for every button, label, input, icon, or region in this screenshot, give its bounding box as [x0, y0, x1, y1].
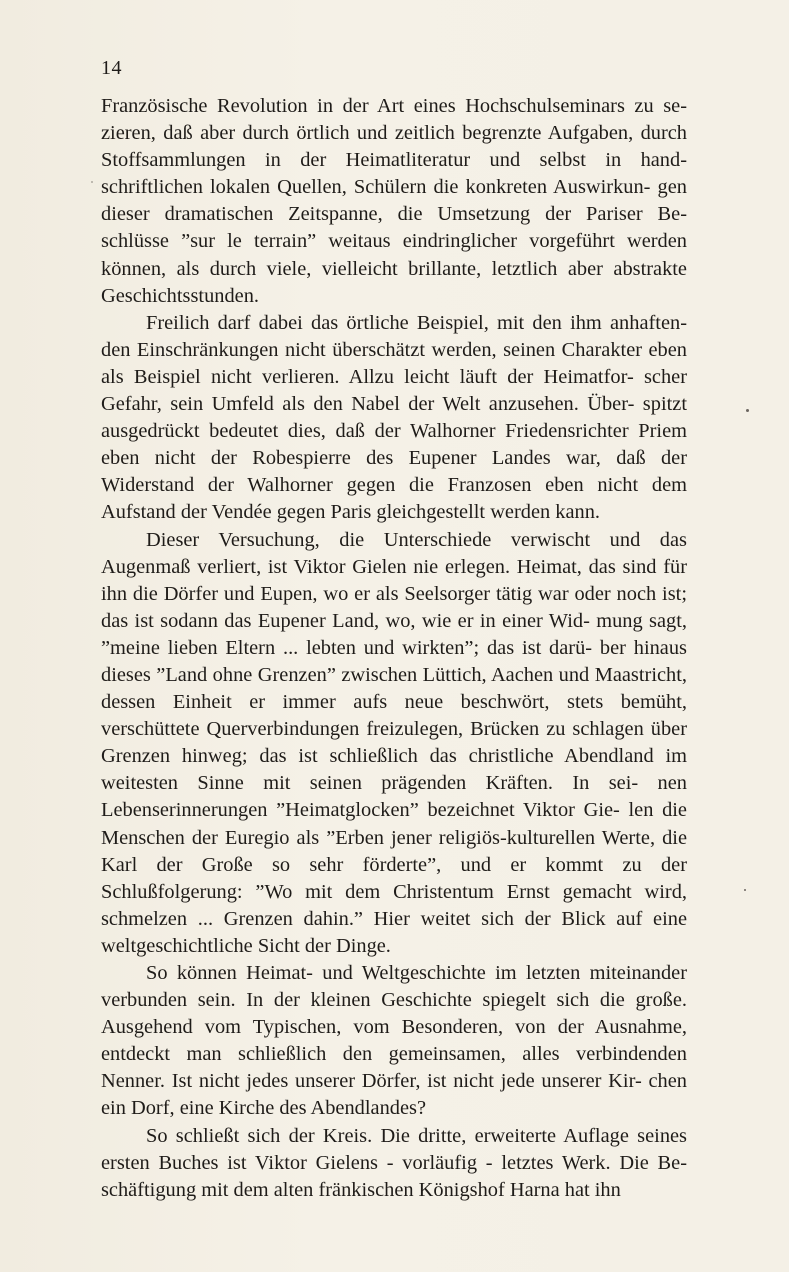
paragraph-3: Dieser Versuchung, die Unterschiede verwischt und das Augenmaß verliert, ist Viktor Gielen nie erlegen. Heimat, das sind für ihn die Dörfer und Eupen, wo er als Seelsorger tätig war oder noch ist; das ist sodann das Eupener Land, wo, wie er in einer Wid- mung sagt, ”meine lieben Eltern ... lebten und wirkten”; das ist darü- ber hinaus dieses ”Land ohne Grenzen” zwischen Lüttich, Aachen und Maastricht, dessen Einheit er immer aufs neue beschwört, stets bemüht, verschüttete Querverbindungen freizulegen, Brücken zu schlagen über Grenzen hinweg; das ist schließlich das christliche Abendland im weitesten Sinne mit seinen prägenden Kräften. In sei- nen Lebenserinnerungen ”Heimatglocken” bezeichnet Viktor Gie- len die Menschen der Euregio als ”Erben jener religiös-kulturellen Werte, die Karl der Große so sehr förderte”, und er kommt zu der Schlußfolgerung: ”Wo mit dem Christentum Ernst gemacht wird, schmelzen ... Grenzen dahin.” Hier weitet sich der Blick auf eine weltgeschichtliche Sicht der Dinge.: [101, 528, 687, 957]
paragraph-5: So schließt sich der Kreis. Die dritte, erweiterte Auflage seines ersten Buches ist Viktor Gielens - vorläufig - letztes Werk. Die Be- schäftigung mit dem alten fränkischen Königshof Harna hat ihn: [101, 1124, 687, 1201]
page-number: 14: [101, 57, 122, 79]
paper-speck: [91, 181, 93, 183]
paragraph-4: So können Heimat- und Weltgeschichte im letzten miteinander verbunden sein. In der kleinen Geschichte spiegelt sich die große. Ausgehend vom Typischen, vom Besonderen, von der Ausnahme, entdeckt man schließlich den gemeinsamen, alles verbindenden Nenner. Ist nicht jedes unserer Dörfer, ist nicht jede unserer Kir- chen ein Dorf, eine Kirche des Abendlandes?: [101, 962, 687, 1120]
paper-speck: [744, 889, 746, 891]
paper-speck: [746, 409, 749, 412]
body-text: [101, 93, 687, 1204]
paragraph-2: Freilich darf dabei das örtliche Beispiel, mit den ihm anhaften- den Einschränkungen nicht überschätzt werden, seinen Charakter eben als Beispiel nicht verlieren. Allzu leicht läuft der Heimatfor- scher Gefahr, sein Umfeld als den Nabel der Welt anzusehen. Über- spitzt ausgedrückt bedeutet dies, daß der Walhorner Friedensrichter Priem eben nicht der Robespierre des Eupener Landes war, daß der Widerstand der Walhorner gegen die Franzosen eben nicht dem Aufstand der Vendée gegen Paris gleichgestellt werden kann.: [101, 311, 687, 524]
paragraph-1: Französische Revolution in der Art eines Hochschulseminars zu se- zieren, daß aber durch örtlich und zeitlich begrenzte Aufgaben, durch Stoffsammlungen in der Heimatliteratur und selbst in hand- schriftlichen lokalen Quellen, Schülern die konkreten Auswirkun- gen dieser dramatischen Zeitspanne, die Umsetzung der Pariser Be- schlüsse ”sur le terrain” weitaus eindringlicher vorgeführt werden können, als durch viele, vielleicht brillante, letztlich aber abstrakte Geschichtsstunden.: [101, 95, 687, 307]
